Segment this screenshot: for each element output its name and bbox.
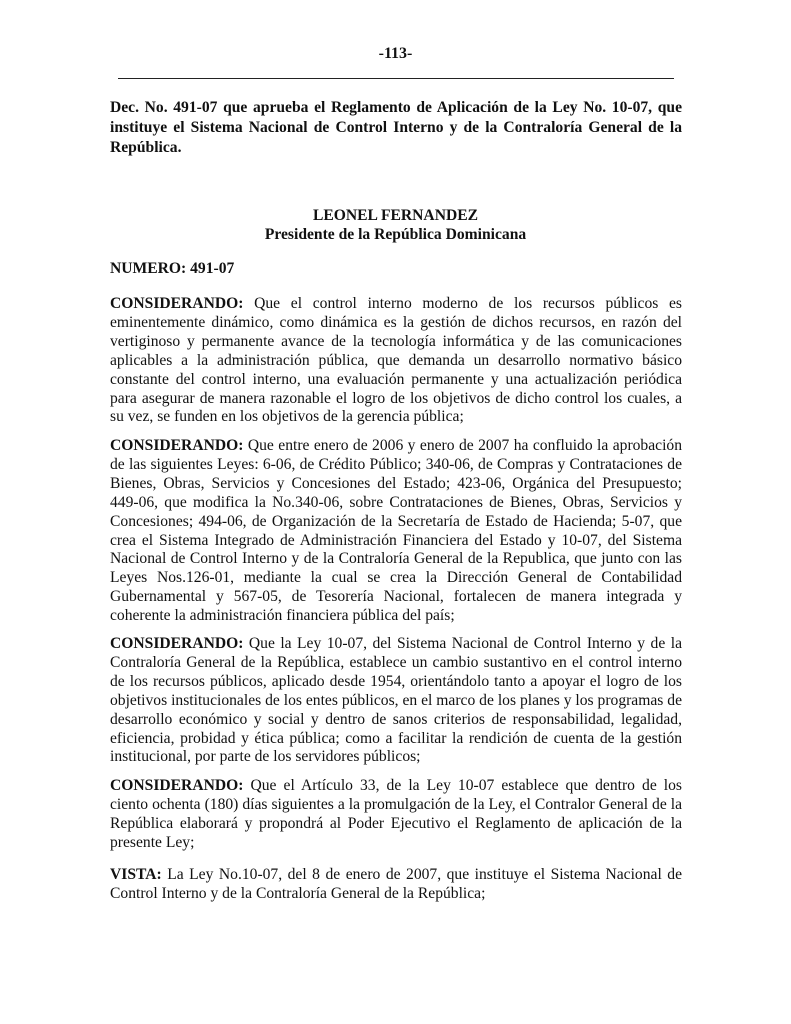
vista-paragraph [110,866,682,904]
considerando-paragraph-1 [110,295,682,427]
paragraph-lead: VISTA: [110,866,162,883]
author-name: LEONEL FERNANDEZ [312,207,479,224]
paragraph-text: Que la Ley 10-07, del Sistema Nacional de Control Interno y de la Contraloría General de la República, establece un cambio sustantivo en el control interno de los recursos públicos, aplicado desde 1954, orientándolo tanto a apoyar el logro de los objetivos institucionales de los entes públicos, en el marco de los planes y los programas de desarrollo económico y social y dentro de sanos criterios de responsabilidad, legalidad, eficiencia, probidad y ética pública; como a facilitar la rendición de cuenta de la gestión institucional, por parte de los servidores públicos; [110,635,682,766]
author-role: Presidente de la República Dominicana [264,226,527,243]
paragraph-lead: CONSIDERANDO: [110,635,244,652]
paragraph-lead: CONSIDERANDO: [110,777,244,794]
paragraph-text: Que el control interno moderno de los recursos públicos es eminentemente dinámico, como dinámica es la gestión de dichos recursos, en razón del vertiginoso y permanente avance de la tecnología informática y de las comunicaciones aplicables a la administración pública, que demanda un desarrollo normativo básico constante del control interno, una evaluación permanente y una actualización periódica para asegurar de manera razonable el logro de los objetivos de dicho control los cuales, a su vez, se funden en los objetivos de la gerencia pública; [110,295,682,426]
considerando-paragraph-3 [110,635,682,767]
paragraph-text: Que el Artículo 33, de la Ley 10-07 establece que dentro de los ciento ochenta (180) días siguientes a la promulgación de la Ley, el Contralor General de la República elaborará y propondrá al Poder Ejecutivo el Reglamento de aplicación de la presente Ley; [110,777,682,851]
decree-number: NUMERO: 491-07 [110,260,235,277]
header-rule [118,78,674,79]
paragraph-text: Que entre enero de 2006 y enero de 2007 ha confluido la aprobación de las siguientes Leyes: 6-06, de Crédito Público; 340-06, de Compras y Contrataciones de Bienes, Obras, Servicios y Concesiones del Estado; 423-06, Orgánica del Presupuesto; 449-06, que modifica la No.340-06, sobre Contrataciones de Bienes, Obras, Servicios y Concesiones; 494-06, de Organización de la Secretaría de Estado de Hacienda; 5-07, que crea el Sistema Integrado de Administración Financiera del Estado y 10-07, del Sistema Nacional de Control Interno y de la Contraloría General de la Republica, que junto con las Leyes Nos.126-01, mediante la cual se crea la Dirección General de Contabilidad Gubernamental y 567-05, de Tesorería Nacional, fortalecen de manera integrada y coherente la administración financiera pública del país; [110,437,682,625]
considerando-paragraph-2 [110,437,682,626]
paragraph-lead: CONSIDERANDO: [110,437,244,454]
author-block [0,206,791,244]
page-number: -113- [378,45,413,62]
paragraph-text: La Ley No.10-07, del 8 de enero de 2007, que instituye el Sistema Nacional de Control Interno y de la Contraloría General de la República; [110,866,682,902]
paragraph-lead: CONSIDERANDO: [110,295,244,312]
decree-title: Dec. No. 491-07 que aprueba el Reglamento de Aplicación de la Ley No. 10-07, que instituye el Sistema Nacional de Control Interno y de la Contraloría General de la República. [110,99,682,156]
considerando-paragraph-4 [110,777,682,853]
